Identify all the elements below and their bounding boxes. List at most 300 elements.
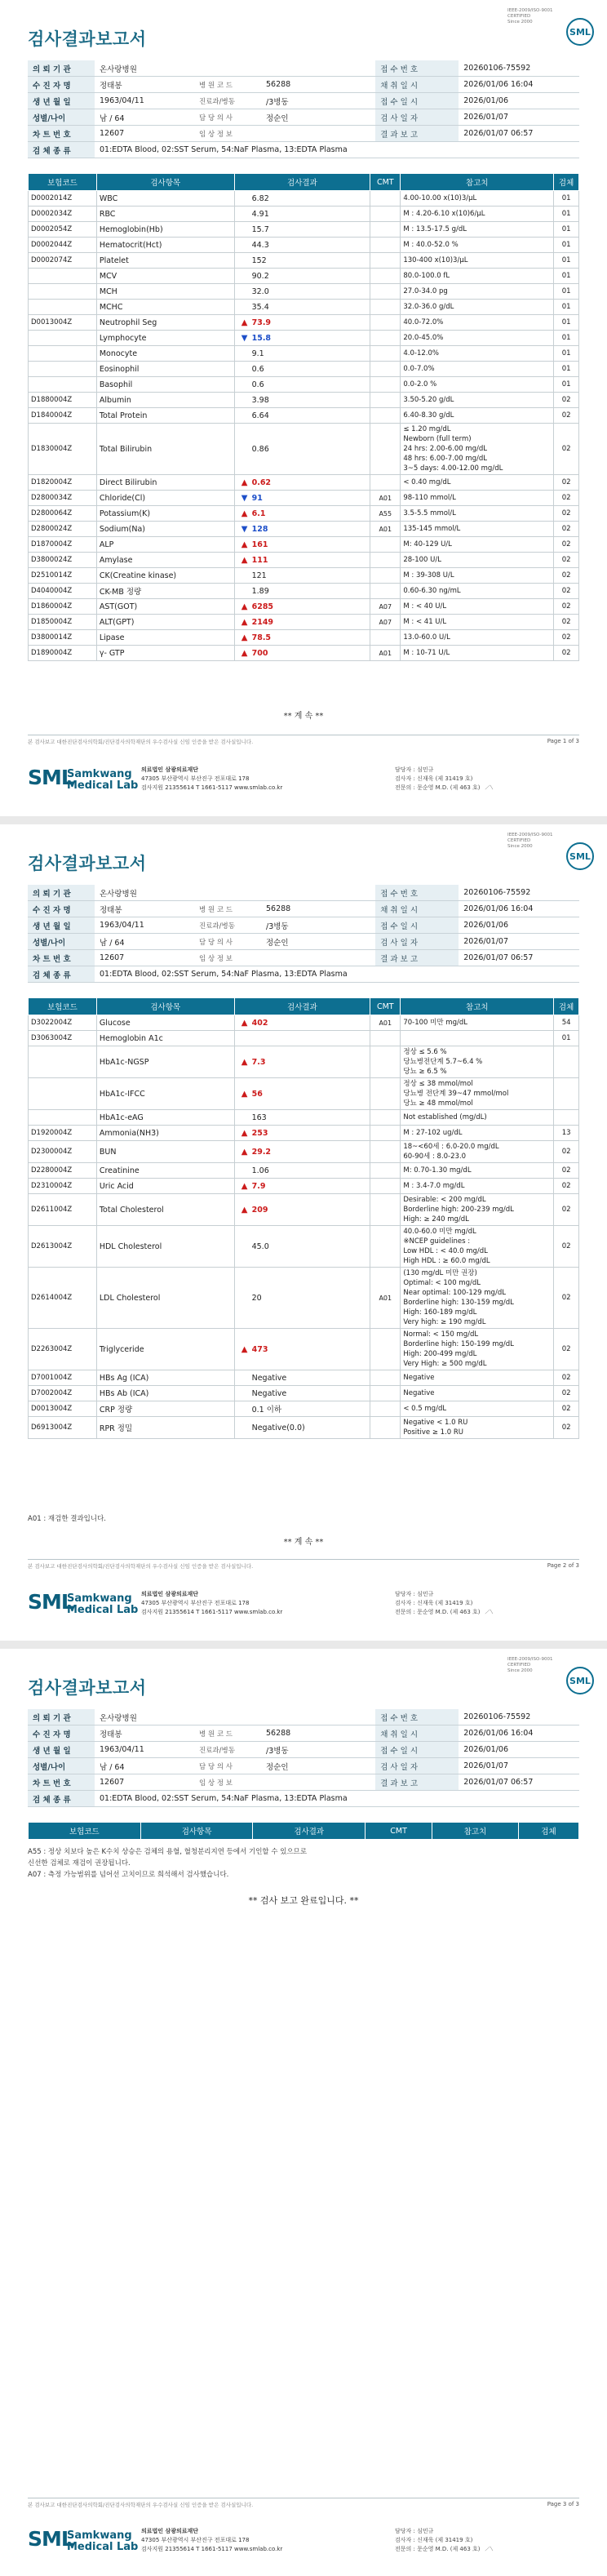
test-result [234, 506, 370, 522]
svg-text:SML: SML [569, 1676, 591, 1686]
specimen-code: 02 [554, 568, 579, 584]
test-result [234, 553, 370, 568]
test-name: CK-MB 정량 [96, 584, 234, 599]
insurance-code [29, 1046, 97, 1078]
result-value: 161 [251, 540, 268, 549]
reference-range: M : 39-308 U/L [401, 568, 554, 584]
comment-code [370, 331, 401, 346]
signers: 담당자 : 심민규 검사자 : 신재욱 (제 31419 호) 전문의 : 문순영 M.D. (제 463 호) ⟋⟍ [395, 1591, 494, 1615]
high-flag-icon: ▲ [241, 1344, 248, 1354]
comment-code [370, 269, 401, 284]
result-value: 253 [251, 1128, 268, 1138]
test-name: HbA1c-NGSP [96, 1046, 234, 1078]
page-title: 검사결과보고서 [28, 1678, 147, 1698]
reference-range: 20.0-45.0% [401, 331, 554, 346]
insurance-code [29, 331, 97, 346]
result-value: 35.4 [251, 302, 269, 312]
table-row [29, 238, 579, 253]
test-name: Eosinophil [96, 362, 234, 377]
test-name: Total Protein [96, 408, 234, 424]
table-row [29, 1163, 579, 1179]
reference-range: 40.0-60.0 미만 mg/dL ※NCEP guidelines : Low HDL : < 40.0 mg/dL High HDL : ≥ 60.0 mg/dL [401, 1226, 554, 1268]
test-name: Potassium(K) [96, 506, 234, 522]
comment-code [370, 393, 401, 408]
sml-logo-icon [566, 1667, 594, 1694]
test-name: ALP [96, 537, 234, 553]
test-name: Creatinine [96, 1163, 234, 1179]
insurance-code [29, 269, 97, 284]
comment-code [370, 584, 401, 599]
reference-range [401, 1031, 554, 1046]
comment-code: A01 [370, 522, 401, 537]
comment-code [370, 238, 401, 253]
result-value: 0.6 [251, 364, 264, 374]
table-row [29, 491, 579, 506]
high-flag-icon: ▲ [241, 1181, 248, 1191]
result-value: 91 [251, 493, 263, 503]
brand-logo: SML Samkwang Medical Lab [28, 1590, 139, 1616]
insurance-code: D1890004Z [29, 646, 97, 661]
test-name: WBC [96, 191, 234, 207]
test-result [234, 1046, 370, 1078]
insurance-code: D3063004Z [29, 1031, 97, 1046]
specimen-code: 02 [554, 424, 579, 475]
signature-icon: ⟋⟍ [485, 2546, 494, 2552]
comment-code [370, 1110, 401, 1126]
test-name: Ammonia(NH3) [96, 1126, 234, 1141]
patient-info-table: 의 뢰 기 관 온사랑병원 접 수 번 호 20260106-75592 수 진 자 명 정태봉 병 원 코 드 56288 채 취 일 시 2026/01/06 16:04 생 년 월 일 1963/04/11 진료과/병동 /3병동 접 수 일 시 2026/01/06 성별/나이 남 / 64 담 당 의 사 정순인 검 사 일 자 2026/01/07 차 트 번 호 12607 임 상 정 보 결 과 보 고 2026/01/07 06:57 검 체 종 류 01:EDTA Blood, 02:SST Serum, 54:NaF Plasma, 13:EDTA Plasma [28, 1709, 579, 1807]
table-row [29, 1268, 579, 1329]
specimen-code: 02 [554, 522, 579, 537]
insurance-code: D2510014Z [29, 568, 97, 584]
test-result [234, 331, 370, 346]
comment-code [370, 300, 401, 315]
high-flag-icon: ▲ [241, 1089, 248, 1099]
insurance-code: D6913004Z [29, 1417, 97, 1439]
insurance-code: D0002054Z [29, 222, 97, 238]
reference-range: 0.60-6.30 ng/mL [401, 584, 554, 599]
insurance-code: D2614004Z [29, 1268, 97, 1329]
specimen-code: 01 [554, 269, 579, 284]
results-table: 보험코드 검사항목 검사결과 CMT 참고치 검체 D3022004Z Glucose ▲ 402 A01 70-100 미만 mg/dL 54 D3063004Z Hemoglobin A1c 01 HbA1c-NGSP ▲ 7.3 정상 ≤ 5.6 % 당뇨병전단계 5.7~6.4 % 당뇨 ≥ 6.5 % HbA1c-IFCC ▲ 56 정상 ≤ 38 mmol/mol 당뇨병 전단계 39~47 mmol/mol 당뇨 ≥ 48 mmol/mol HbA1c-eAG 163 Not established (mg/dL) D1920004Z Ammonia(NH3) ▲ 253 M : 27-102 ug/dL 13 D2300004Z BUN ▲ 29.2 18~<60세 : 6.0-20.0 mg/dL 60-90세 : 8.0-23.0 02 D2280004Z Creatinine 1.06 M: 0.70-1.30 mg/dL 02 D2310004Z Uric Acid ▲ 7.9 M : 3.4-7.0 mg/dL 02 D2611004Z Total Cholesterol ▲ 209 Desirable: < 200 mg/dL Borderline high: 200-239 mg/dL High: ≥ 240 mg/dL 02 D2613004Z HDL Cholesterol 45.0 40.0-60.0 미만 mg/dL ※NCEP guidelines : Low HDL : < 40.0 mg/dL High HDL : ≥ 60.0 mg/dL 02 D2614004Z LDL Cholesterol 20 A01 (130 mg/dL 미만 권장) Optimal: < 100 mg/dL Near optimal: 100-129 mg/dL Borderline high: 130-159 mg/dL High: 160-189 mg/dL Very high: ≥ 190 mg/dL 02 D2263004Z Triglyceride ▲ 473 Normal: < 150 mg/dL Borderline high: 150-199 mg/dL High: 200-499 mg/dL Very High: ≥ 500 mg/dL 02 D7001004Z HBs Ag (ICA) Negative Negative 02 D7002004Z HBs Ab (ICA) Negative Negative 02 D0013004Z CRP 정량 0.1 이하 < 0.5 mg/dL 02 D6913004Z RPR 정밀 Negative(0.0) Negative < 1.0 RU Positive ≥ 1.0 RU 02 [28, 997, 579, 1439]
insurance-code: D2300004Z [29, 1141, 97, 1163]
result-value: 15.8 [251, 333, 272, 343]
table-row [29, 346, 579, 362]
specimen-code: 54 [554, 1015, 579, 1031]
test-result [234, 300, 370, 315]
reference-range: < 0.40 mg/dL [401, 475, 554, 491]
result-value: 0.86 [251, 444, 269, 454]
comment-code [370, 1417, 401, 1439]
table-row [29, 1386, 579, 1401]
reference-range: 32.0-36.0 g/dL [401, 300, 554, 315]
continue-marker: ** 계 속 ** [283, 712, 324, 721]
result-value: 78.5 [251, 633, 272, 642]
insurance-code: D1820004Z [29, 475, 97, 491]
comment-code [370, 1046, 401, 1078]
insurance-code [29, 346, 97, 362]
table-row [29, 331, 579, 346]
test-name: Albumin [96, 393, 234, 408]
comment-code [370, 1370, 401, 1386]
test-result [234, 269, 370, 284]
test-result [234, 568, 370, 584]
specimen-code: 02 [554, 408, 579, 424]
table-row [29, 522, 579, 537]
result-value: Negative [251, 1373, 287, 1383]
result-value: 7.3 [251, 1057, 266, 1067]
result-value: 6.64 [251, 411, 269, 420]
result-value: 121 [251, 571, 267, 580]
specimen-code: 02 [554, 393, 579, 408]
table-row [29, 1329, 579, 1370]
high-flag-icon: ▲ [241, 555, 248, 565]
table-row [29, 315, 579, 331]
sml-logo-icon [566, 842, 594, 870]
signers: 담당자 : 심민규 검사자 : 신재욱 (제 31419 호) 전문의 : 문순영 M.D. (제 463 호) ⟋⟍ [395, 766, 494, 791]
result-value: 6.1 [251, 509, 266, 518]
comment-code [370, 553, 401, 568]
insurance-code: D2611004Z [29, 1194, 97, 1226]
test-name: HDL Cholesterol [96, 1226, 234, 1268]
test-result [234, 646, 370, 661]
specimen-code [554, 1110, 579, 1126]
reference-range: 정상 ≤ 5.6 % 당뇨병전단계 5.7~6.4 % 당뇨 ≥ 6.5 % [401, 1046, 554, 1078]
comment-code: A01 [370, 1268, 401, 1329]
test-result [234, 222, 370, 238]
result-value: Negative(0.0) [251, 1423, 305, 1432]
specimen-code: 01 [554, 222, 579, 238]
result-value: 0.1 이하 [251, 1406, 282, 1415]
comment-code [370, 630, 401, 646]
reference-range: 98-110 mmol/L [401, 491, 554, 506]
result-value: 44.3 [251, 240, 269, 250]
test-name: Monocyte [96, 346, 234, 362]
reference-range: 28-100 U/L [401, 553, 554, 568]
result-value: 73.9 [251, 318, 272, 327]
table-row [29, 1015, 579, 1031]
comment-code [370, 1078, 401, 1110]
test-result [234, 537, 370, 553]
test-result [234, 1370, 370, 1386]
test-result [234, 1417, 370, 1439]
insurance-code: D2310004Z [29, 1179, 97, 1194]
reference-range: Negative < 1.0 RU Positive ≥ 1.0 RU [401, 1417, 554, 1439]
test-result [234, 1179, 370, 1194]
reference-range: Desirable: < 200 mg/dL Borderline high: 200-239 mg/dL High: ≥ 240 mg/dL [401, 1194, 554, 1226]
test-name: HBs Ab (ICA) [96, 1386, 234, 1401]
specimen-code: 01 [554, 377, 579, 393]
comment-code: A07 [370, 615, 401, 630]
insurance-code: D2263004Z [29, 1329, 97, 1370]
table-row [29, 1031, 579, 1046]
test-result [234, 1126, 370, 1141]
comment-code [370, 362, 401, 377]
table-row [29, 222, 579, 238]
reference-range: 0.0-7.0% [401, 362, 554, 377]
insurance-code: D0013004Z [29, 1401, 97, 1417]
footer-note: 본 검사보고 대한진단검사의학회/진단검사의학재단의 우수검사실 신임 인증을 받은 검사실입니다. [28, 739, 254, 745]
reference-range: M : 4.20-6.10 x(10)6/μL [401, 207, 554, 222]
insurance-code: D0002034Z [29, 207, 97, 222]
specimen-code: 02 [554, 553, 579, 568]
page-number: Page 3 of 3 [547, 2501, 579, 2507]
insurance-code: D2280004Z [29, 1163, 97, 1179]
specimen-code: 01 [554, 362, 579, 377]
test-result [234, 1015, 370, 1031]
insurance-code: D0002014Z [29, 191, 97, 207]
test-result [234, 599, 370, 615]
specimen-code: 01 [554, 238, 579, 253]
high-flag-icon: ▲ [241, 540, 248, 549]
high-flag-icon: ▲ [241, 477, 248, 487]
specimen-code: 02 [554, 1401, 579, 1417]
remark-text: A55 : 정상 치보다 높은 K수치 상승은 검체의 용혈, 혈청분리지연 등에서 기인할 수 있으므로 신선한 검체로 재검이 권장됩니다. A07 : 측정 가능범위를 넘어선 고치이므로 희석해서 검사했습니다. [28, 1848, 308, 1879]
reference-range: 3.5-5.5 mmol/L [401, 506, 554, 522]
test-name: ALT(GPT) [96, 615, 234, 630]
comment-code [370, 1141, 401, 1163]
test-name: Basophil [96, 377, 234, 393]
reference-range: Negative [401, 1386, 554, 1401]
test-name: γ- GTP [96, 646, 234, 661]
lab-address: 의료법인 삼광의료재단 47305 부산광역시 부산진구 전포대로 178 검사지원 21355614 T 1661-5117 www.smlab.co.kr [141, 2528, 283, 2552]
test-name: Hemoglobin(Hb) [96, 222, 234, 238]
comment-code [370, 315, 401, 331]
certification-mark: IEEE-2009/ISO-9001 CERTIFIED Since 2000 [507, 833, 553, 849]
test-result [234, 1194, 370, 1226]
table-row [29, 424, 579, 475]
footer-note: 본 검사보고 대한진단검사의학회/진단검사의학재단의 우수검사실 신임 인증을 받은 검사실입니다. [28, 2502, 254, 2508]
result-value: 111 [251, 555, 268, 565]
table-row [29, 284, 579, 300]
result-value: 0.6 [251, 380, 264, 389]
table-row [29, 553, 579, 568]
reference-range: 130-400 x(10)3/μL [401, 253, 554, 269]
low-flag-icon: ▼ [241, 493, 248, 503]
table-row [29, 393, 579, 408]
lab-address: 의료법인 삼광의료재단 47305 부산광역시 부산진구 전포대로 178 검사지원 21355614 T 1661-5117 www.smlab.co.kr [141, 766, 283, 791]
test-result [234, 362, 370, 377]
test-name: RBC [96, 207, 234, 222]
specimen-code: 01 [554, 331, 579, 346]
test-name: Hemoglobin A1c [96, 1031, 234, 1046]
test-result [234, 1031, 370, 1046]
insurance-code: D0013004Z [29, 315, 97, 331]
test-name: Uric Acid [96, 1179, 234, 1194]
specimen-code: 01 [554, 191, 579, 207]
certification-mark: IEEE-2009/ISO-9001 CERTIFIED Since 2000 [507, 8, 553, 24]
specimen-code: 13 [554, 1126, 579, 1141]
result-value: 6.82 [251, 193, 269, 203]
specimen-code: 02 [554, 630, 579, 646]
insurance-code: D3800014Z [29, 630, 97, 646]
reference-range: M : 27-102 ug/dL [401, 1126, 554, 1141]
result-value: 163 [251, 1113, 267, 1122]
high-flag-icon: ▲ [241, 648, 248, 658]
test-result [234, 491, 370, 506]
test-name: MCH [96, 284, 234, 300]
insurance-code: D2800064Z [29, 506, 97, 522]
result-value: 45.0 [251, 1241, 269, 1251]
insurance-code: D1830004Z [29, 424, 97, 475]
insurance-code: D1870004Z [29, 537, 97, 553]
brand-logo: SML Samkwang Medical Lab [28, 2527, 139, 2553]
table-row [29, 1226, 579, 1268]
table-row [29, 475, 579, 491]
insurance-code: D2800034Z [29, 491, 97, 506]
test-name: BUN [96, 1141, 234, 1163]
test-name: Total Bilirubin [96, 424, 234, 475]
test-result [234, 1110, 370, 1126]
reference-range: 135-145 mmol/L [401, 522, 554, 537]
reference-range: Not established (mg/dL) [401, 1110, 554, 1126]
reference-range: 70-100 미만 mg/dL [401, 1015, 554, 1031]
low-flag-icon: ▼ [241, 333, 248, 343]
test-result [234, 284, 370, 300]
test-result [234, 238, 370, 253]
table-row [29, 506, 579, 522]
signature-icon: ⟋⟍ [485, 1609, 494, 1615]
specimen-code: 01 [554, 346, 579, 362]
result-value: 402 [251, 1018, 268, 1028]
table-row [29, 615, 579, 630]
comment-code [370, 222, 401, 238]
test-result [234, 1401, 370, 1417]
test-name: Platelet [96, 253, 234, 269]
test-result [234, 346, 370, 362]
svg-text:SML: SML [569, 851, 591, 862]
result-value: 152 [251, 255, 267, 265]
table-row [29, 300, 579, 315]
comment-code: A01 [370, 646, 401, 661]
reference-range: M : 40.0-52.0 % [401, 238, 554, 253]
reference-range: M : < 41 U/L [401, 615, 554, 630]
high-flag-icon: ▲ [241, 602, 248, 611]
high-flag-icon: ▲ [241, 1018, 248, 1028]
result-value: 90.2 [251, 271, 269, 281]
result-value: 209 [251, 1205, 268, 1215]
reference-range: 6.40-8.30 g/dL [401, 408, 554, 424]
comment-code [370, 191, 401, 207]
results-table: 보험코드 검사항목 검사결과 CMT 참고치 검체 [28, 1822, 579, 1840]
reference-range: M: 40-129 U/L [401, 537, 554, 553]
high-flag-icon: ▲ [241, 1128, 248, 1138]
reference-range: M : < 40 U/L [401, 599, 554, 615]
footer-note: 본 검사보고 대한진단검사의학회/진단검사의학재단의 우수검사실 신임 인증을 받은 검사실입니다. [28, 1563, 254, 1570]
table-row [29, 1078, 579, 1110]
test-name: Hematocrit(Hct) [96, 238, 234, 253]
continue-marker: ** 계 속 ** [283, 1538, 324, 1547]
result-value: 473 [251, 1344, 268, 1354]
table-row [29, 362, 579, 377]
comment-code [370, 1031, 401, 1046]
comment-code [370, 1163, 401, 1179]
table-row [29, 646, 579, 661]
reference-range: 18~<60세 : 6.0-20.0 mg/dL 60-90세 : 8.0-23.0 [401, 1141, 554, 1163]
insurance-code: D4040004Z [29, 584, 97, 599]
specimen-code: 02 [554, 599, 579, 615]
table-row [29, 1046, 579, 1078]
comment-code [370, 1179, 401, 1194]
comment-code [370, 537, 401, 553]
insurance-code: D1860004Z [29, 599, 97, 615]
high-flag-icon: ▲ [241, 617, 248, 627]
reference-range: M : 3.4-7.0 mg/dL [401, 1179, 554, 1194]
test-result [234, 522, 370, 537]
specimen-code: 02 [554, 1417, 579, 1439]
test-name: RPR 정밀 [96, 1417, 234, 1439]
comment-code [370, 253, 401, 269]
table-row [29, 1194, 579, 1226]
table-row [29, 207, 579, 222]
insurance-code: D1840004Z [29, 408, 97, 424]
reference-range: 0.0-2.0 % [401, 377, 554, 393]
specimen-code: 02 [554, 615, 579, 630]
result-value: 0.62 [251, 477, 272, 487]
reference-range: 정상 ≤ 38 mmol/mol 당뇨병 전단계 39~47 mmol/mol 당뇨 ≥ 48 mmol/mol [401, 1078, 554, 1110]
comment-code [370, 207, 401, 222]
test-result [234, 1226, 370, 1268]
insurance-code: D2613004Z [29, 1226, 97, 1268]
patient-info-table: 의 뢰 기 관 온사랑병원 접 수 번 호 20260106-75592 수 진 자 명 정태봉 병 원 코 드 56288 채 취 일 시 2026/01/06 16:04 생 년 월 일 1963/04/11 진료과/병동 /3병동 접 수 일 시 2026/01/06 성별/나이 남 / 64 담 당 의 사 정순인 검 사 일 자 2026/01/07 차 트 번 호 12607 임 상 정 보 결 과 보 고 2026/01/07 06:57 검 체 종 류 01:EDTA Blood, 02:SST Serum, 54:NaF Plasma, 13:EDTA Plasma [28, 60, 579, 158]
test-result [234, 1163, 370, 1179]
table-row [29, 191, 579, 207]
high-flag-icon: ▲ [241, 509, 248, 518]
insurance-code [29, 284, 97, 300]
page-number: Page 2 of 3 [547, 1562, 579, 1569]
specimen-code [554, 1046, 579, 1078]
insurance-code: D1920004Z [29, 1126, 97, 1141]
table-row [29, 568, 579, 584]
specimen-code: 02 [554, 1329, 579, 1370]
test-name: Chloride(Cl) [96, 491, 234, 506]
remark-text: A01 : 재검한 결과입니다. [28, 1515, 106, 1523]
reference-range: Negative [401, 1370, 554, 1386]
result-value: 20 [251, 1293, 262, 1303]
table-row [29, 1370, 579, 1386]
test-name: AST(GOT) [96, 599, 234, 615]
comment-code: A01 [370, 491, 401, 506]
comment-code [370, 284, 401, 300]
specimen-code: 02 [554, 506, 579, 522]
svg-text:SML: SML [569, 27, 591, 38]
reference-range: 80.0-100.0 fL [401, 269, 554, 284]
result-value: 6285 [251, 602, 274, 611]
comment-code: A55 [370, 506, 401, 522]
insurance-code [29, 1078, 97, 1110]
test-result [234, 408, 370, 424]
table-row [29, 584, 579, 599]
specimen-code: 02 [554, 1163, 579, 1179]
reference-range: 40.0-72.0% [401, 315, 554, 331]
reference-range: 4.0-12.0% [401, 346, 554, 362]
sml-logo-icon [566, 18, 594, 46]
insurance-code: D0002074Z [29, 253, 97, 269]
table-row [29, 599, 579, 615]
reference-range: (130 mg/dL 미만 권장) Optimal: < 100 mg/dL Near optimal: 100-129 mg/dL Borderline high: 130-159 mg/dL High: 160-189 mg/dL Very high: ≥ 190 mg/dL [401, 1268, 554, 1329]
table-row [29, 377, 579, 393]
reference-range: < 0.5 mg/dL [401, 1401, 554, 1417]
specimen-code: 01 [554, 207, 579, 222]
test-result [234, 393, 370, 408]
patient-info-table: 의 뢰 기 관 온사랑병원 접 수 번 호 20260106-75592 수 진 자 명 정태봉 병 원 코 드 56288 채 취 일 시 2026/01/06 16:04 생 년 월 일 1963/04/11 진료과/병동 /3병동 접 수 일 시 2026/01/06 성별/나이 남 / 64 담 당 의 사 정순인 검 사 일 자 2026/01/07 차 트 번 호 12607 임 상 정 보 결 과 보 고 2026/01/07 06:57 검 체 종 류 01:EDTA Blood, 02:SST Serum, 54:NaF Plasma, 13:EDTA Plasma [28, 885, 579, 983]
test-result [234, 615, 370, 630]
report-page-2 [0, 824, 607, 1641]
specimen-code [554, 1078, 579, 1110]
insurance-code [29, 362, 97, 377]
test-result [234, 1268, 370, 1329]
specimen-code: 02 [554, 475, 579, 491]
